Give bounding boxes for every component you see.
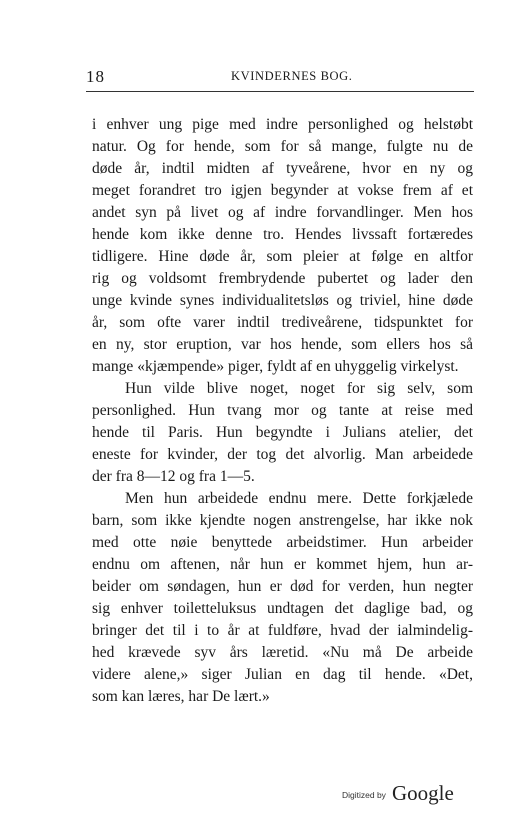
text-line: en ny, stor eruption, var hos hende, som ellers hos så: [92, 336, 473, 353]
text-line: i enhver ung pige med indre personlighed og helstøbt: [92, 116, 473, 133]
text-line: bringer det til i to år at fuldføre, hvad der ialmindelig-: [92, 622, 473, 639]
body-text: [92, 114, 473, 708]
text-line: hende kom ikke denne tro. Hendes livssaft fortæredes: [92, 226, 473, 243]
text-line: hed krævede syv års læretid. «Nu må De arbeide: [92, 644, 473, 661]
running-head: KVINDERNES BOG.: [231, 69, 353, 83]
text-line: mange «kjæmpende» piger, fyldt af en uhyggelig virkelyst.: [92, 358, 459, 375]
text-line: tidligere. Hine døde år, som pleier at følge en altfor: [92, 248, 473, 265]
text-line-paragraph-start: Hun vilde blive noget, noget for sig selv, som: [125, 380, 473, 397]
text-line: døde år, indtil midten af tyveårene, hvor en ny og: [92, 160, 473, 177]
text-line: med otte nøie benyttede arbeidstimer. Hun arbeider: [92, 534, 473, 551]
text-line: meget forandret tro igjen begynder at vokse frem af et: [92, 182, 473, 199]
text-line: andet syn på livet og af indre forvandlinger. Men hos: [92, 204, 473, 221]
text-line: beider om søndagen, hun er død for verden, hun negter: [92, 578, 473, 595]
text-line: sig enhver toiletteluksus undtagen det daglige bad, og: [92, 600, 473, 617]
text-line: personlighed. Hun tvang mor og tante at reise med: [92, 402, 473, 419]
text-line: barn, som ikke kjendte nogen anstrengelse, har ikke nok: [92, 512, 473, 529]
text-line: år, som ofte varer indtil trediveårene, tidspunktet for: [92, 314, 473, 331]
digitized-by-watermark: [342, 781, 462, 803]
text-line: som kan læres, har De lært.»: [92, 688, 270, 705]
text-line-paragraph-start: Men hun arbeidede endnu mere. Dette forkjælede: [125, 490, 473, 507]
text-line: videre alene,» siger Julian en dag til hende. «Det,: [92, 666, 473, 683]
text-line: unge kvinde synes individualitetsløs og triviel, hine døde: [92, 292, 473, 309]
watermark-prefix: Digitized by: [342, 790, 386, 800]
text-line: der fra 8—12 og fra 1—5.: [92, 468, 255, 485]
page-header: [86, 67, 476, 89]
text-line: natur. Og for hende, som for så mange, fulgte nu de: [92, 138, 473, 155]
text-line: rig og voldsomt frembrydende pubertet og lader den: [92, 270, 473, 287]
text-line: eneste for kvinder, der tog det alvorlig. Man arbeidede: [92, 446, 473, 463]
google-logo: Google: [391, 781, 454, 805]
header-rule: [86, 91, 474, 92]
text-line: hende til Paris. Hun begyndte i Julians atelier, det: [92, 424, 473, 441]
page-number: 18: [86, 67, 105, 86]
text-line: endnu om aftenen, når hun er kommet hjem, hun ar-: [92, 556, 473, 573]
